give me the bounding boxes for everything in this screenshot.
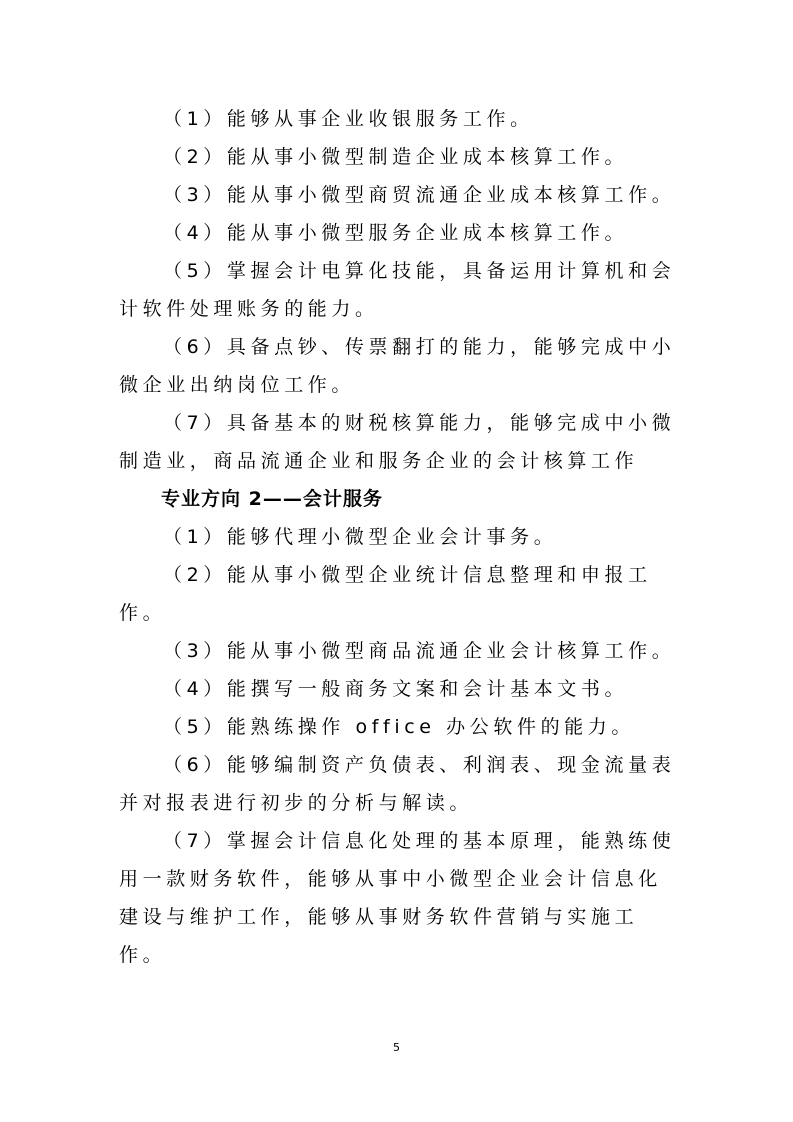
- page-number: 5: [393, 1041, 400, 1054]
- list-item: （2）能从事小微型制造企业成本核算工作。: [163, 146, 629, 168]
- section-heading: 专业方向 2——会计服务: [161, 488, 383, 510]
- list-item: （6）具备点钞、传票翻打的能力，能够完成中小微企业出纳岗位工作。: [119, 336, 676, 396]
- list-item: （7）具备基本的财税核算能力，能够完成中小微制造业，商品流通企业和服务企业的会计核算工作: [119, 412, 676, 472]
- list-item: （7）掌握会计信息化处理的基本原理，能熟练使用一款财务软件，能够从事中小微型企业会计信息化建设与维护工作，能够从事财务软件营销与实施工作。: [119, 830, 676, 966]
- list-item: （5）能熟练操作 office 办公软件的能力。: [163, 716, 635, 738]
- list-item: （1）能够代理小微型企业会计事务。: [163, 526, 558, 548]
- list-item: （4）能撰写一般商务文案和会计基本文书。: [163, 678, 629, 700]
- list-item: （3）能从事小微型商贸流通企业成本核算工作。: [163, 184, 676, 206]
- list-item: （2）能从事小微型企业统计信息整理和申报工作。: [119, 564, 652, 624]
- document-body: [119, 100, 679, 974]
- list-item: （1）能够从事企业收银服务工作。: [163, 108, 534, 130]
- list-item: （4）能从事小微型服务企业成本核算工作。: [163, 222, 629, 244]
- list-item: （6）能够编制资产负债表、利润表、现金流量表并对报表进行初步的分析与解读。: [119, 754, 676, 814]
- list-item: （3）能从事小微型商品流通企业会计核算工作。: [163, 640, 676, 662]
- list-item: （5）掌握会计电算化技能，具备运用计算机和会计软件处理账务的能力。: [119, 260, 676, 320]
